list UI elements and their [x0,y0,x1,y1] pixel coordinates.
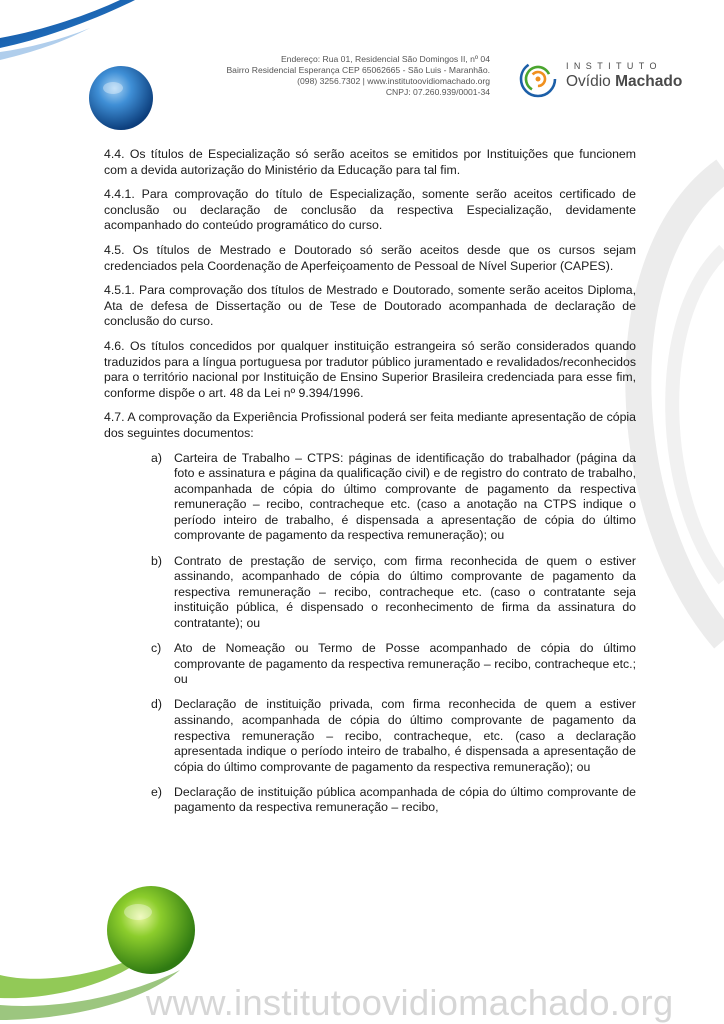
header-address-block [150,54,490,98]
list-item-text: Declaração de instituição pública acompanhada de cópia do último comprovante de pagamento da respectiva remuneração – recibo, [174,784,636,815]
list-item-a [104,451,636,545]
paragraph-4-7: 4.7. A comprovação da Experiência Profissional poderá ser feita mediante apresentação de cópia dos seguintes documentos: [104,410,636,440]
logo-name-bold: Machado [615,73,683,90]
list-item-b [104,554,636,632]
logo-institute-word: INSTITUTO [566,61,662,71]
document-body [104,147,636,825]
address-line: Bairro Residencial Esperança CEP 65062665 - São Luis - Maranhão. [226,65,490,75]
paragraph-4-4-1: 4.4.1. Para comprovação do título de Especialização, somente serão aceitos certificado de conclusão ou declaração de conclusão da respectiva Especialização, devidamente acompanhado do conteúdo programático do curso. [104,187,636,233]
paragraph-4-5: 4.5. Os títulos de Mestrado e Doutorado só serão aceitos desde que os cursos sejam credenciados pela Coordenação de Aperfeiçoamento de Pessoal de Nível Superior (CAPES). [104,242,636,273]
list-marker: c) [151,641,162,656]
document-list [104,451,636,816]
list-item-text: Declaração de instituição privada, com firma reconhecida de quem a estiver assinando, acompanhada de cópia do último comprovante de pagamento da respectiva remuneração – recibo, contracheque, etc. (caso a declaração apresentada indique o período inteiro de trabalho, é dispensada a apresentação de cópia do último comprovante de pagamento da respectiva remuneração); ou [174,697,636,774]
paragraph-4-4: 4.4. Os títulos de Especialização só serão aceitos se emitidos por Instituições que funcionem com a devida autorização do Ministério da Educação para tal fim. [104,147,636,177]
list-marker: e) [151,784,162,799]
list-item-text: Ato de Nomeação ou Termo de Posse acompanhado de cópia do último comprovante de pagamento da respectiva remuneração – recibo, contracheque etc.; ou [174,641,636,687]
list-item-text: Carteira de Trabalho – CTPS: páginas de identificação do trabalhador (página da foto e assinatura e página da qualificação civil) e de registro do contrato de trabalho, acompanhada de cópia do último comprovante de pagamento da respectiva remuneração – recibo, contracheque etc. (caso a anotação na CTPS indique o período inteiro de trabalho, é dispensada a apresentação de cópia do último comprovante de pagamento da respectiva remuneração); ou [174,450,636,543]
phone-website-line: (098) 3256.7302 | www.institutoovidiomachado.org [297,76,490,86]
cnpj-line: CNPJ: 07.260.939/0001-34 [385,87,490,97]
footer-website-url: www.institutoovidiomachado.org [146,982,674,1023]
list-marker: b) [151,553,162,568]
logo-swirl-icon [516,58,562,100]
list-marker: a) [151,450,162,465]
list-item-e [104,785,636,816]
list-item-d [104,697,636,775]
paragraph-4-6: 4.6. Os títulos concedidos por qualquer instituição estrangeira só serão considerados quando traduzidos para a língua portuguesa por tradutor público juramentado e revalidados/reconhecidos para o território nacional por Instituição de Ensino Superior Brasileira credenciada para esse fim, conforme dispõe o art. 48 da Lei nº 9.394/1996. [104,338,636,400]
logo-name-regular: Ovídio [566,73,616,90]
institute-logo [516,58,706,100]
paragraph-4-5-1: 4.5.1. Para comprovação dos títulos de Mestrado e Doutorado, somente serão aceitos Diploma, Ata de defesa de Dissertação ou de Tese de Doutorado acompanhada de declaração de conclusão do curso. [104,283,636,329]
logo-name [566,73,682,91]
list-item-c [104,641,636,688]
address-line: Endereço: Rua 01, Residencial São Domingos II, nº 04 [280,54,490,64]
list-marker: d) [151,697,162,712]
list-item-text: Contrato de prestação de serviço, com firma reconhecida de quem o estiver assinando, acompanhado de cópia do último comprovante de pagamento da respectiva remuneração – recibo, contracheque etc. (caso o contratante seja instituição pública, é dispensado o reconhecimento de firma da assinatura do contratante); ou [174,553,636,630]
